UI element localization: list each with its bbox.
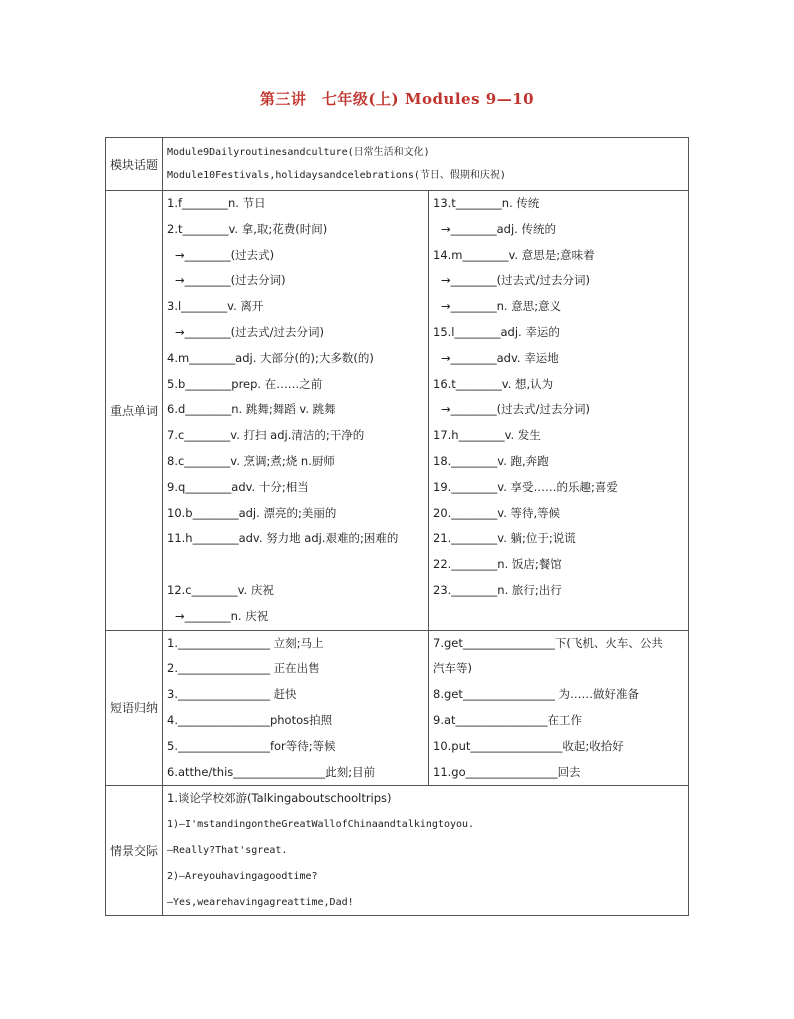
vocab-item: 22.________n. 饭店;餐馆 xyxy=(433,557,562,572)
phrases-left-cell xyxy=(163,630,429,786)
topics-cell xyxy=(163,138,689,191)
vocab-item: 9.q________adv. 十分;相当 xyxy=(167,479,309,494)
phrase-item: 4.________________photos拍照 xyxy=(167,712,333,727)
vocab-item: 3.l________v. 离开 xyxy=(167,299,264,314)
vocab-item: 15.l________adj. 幸运的 xyxy=(433,324,560,339)
vocab-item: 8.c________v. 烹调;煮;烧 n.厨师 xyxy=(167,453,335,468)
vocab-derivative: →________n. 意思;意义 xyxy=(441,299,562,314)
dialogue-line: —Yes,wearehavingagreattime,Dad! xyxy=(167,896,354,908)
phrase-item: 1.________________ 立刻;马上 xyxy=(167,635,324,650)
situations-row xyxy=(106,786,689,916)
vocab-derivative: →________(过去式/过去分词) xyxy=(175,324,324,339)
vocab-item: 6.d________n. 跳舞;舞蹈 v. 跳舞 xyxy=(167,402,336,417)
phrases-right-cell xyxy=(429,630,689,786)
review-table xyxy=(105,137,689,916)
vocab-derivative: →________(过去分词) xyxy=(175,273,286,288)
situations-cell xyxy=(163,786,689,916)
topics-row xyxy=(106,138,689,191)
vocab-item: 13.t________n. 传统 xyxy=(433,196,540,210)
vocab-item: 21.________v. 躺;位于;说谎 xyxy=(433,531,576,546)
phrases-header: 短语归纳 xyxy=(106,630,163,786)
vocab-item: 20.________v. 等待,等候 xyxy=(433,505,561,520)
phrases-row xyxy=(106,630,689,786)
phrase-item: 9.at________________在工作 xyxy=(433,712,583,727)
phrase-item: 5.________________for等待;等候 xyxy=(167,738,336,753)
vocab-derivative: →________(过去式/过去分词) xyxy=(441,402,590,417)
vocab-row xyxy=(106,191,689,631)
dialogue-line: 2)—Areyouhavingagoodtime? xyxy=(167,870,318,882)
vocab-item: 19.________v. 享受……的乐趣;喜爱 xyxy=(433,479,618,494)
vocab-item: 14.m________v. 意思是;意味着 xyxy=(433,247,595,262)
vocab-derivative: →________n. 庆祝 xyxy=(175,608,269,623)
vocab-item: 1.f________n. 节日 xyxy=(167,196,266,210)
topic-module9: Module9Dailyroutinesandculture(日常生活和文化) xyxy=(167,147,430,158)
vocab-item: 16.t________v. 想,认为 xyxy=(433,376,554,391)
phrase-item: 11.go________________回去 xyxy=(433,764,581,779)
vocab-spacer xyxy=(163,552,428,578)
page-title: 第三讲 七年级(上) Modules 9—10 xyxy=(259,90,535,108)
topic-module10: Module10Festivals,holidaysandcelebrations(节日、假期和庆祝) xyxy=(167,170,506,181)
phrase-item: 7.get________________下(飞机、火车、公共 xyxy=(433,635,663,650)
vocab-item: 2.t________v. 拿,取;花费(时间) xyxy=(167,221,328,236)
situation-topic: 1.谈论学校郊游(Talkingaboutschooltrips) xyxy=(167,791,392,806)
vocab-item: 11.h________adv. 努力地 adj.艰难的;困难的 xyxy=(167,531,399,546)
phrase-item: 8.get________________ 为……做好准备 xyxy=(433,687,640,702)
vocab-item: 18.________v. 跑,奔跑 xyxy=(433,453,549,468)
dialogue-line: 1)—I'mstandingontheGreatWallofChinaandtalkingtoyou. xyxy=(167,819,475,831)
vocab-item: 12.c________v. 庆祝 xyxy=(167,582,274,597)
vocab-derivative: →________adj. 传统的 xyxy=(441,221,556,236)
vocab-item: 5.b________prep. 在……之前 xyxy=(167,376,323,391)
phrase-item: 6.atthe/this________________此刻;目前 xyxy=(167,764,376,779)
vocab-derivative: →________adv. 幸运地 xyxy=(441,350,559,365)
vocab-derivative: →________(过去式) xyxy=(175,247,275,262)
vocab-item: 23.________n. 旅行;出行 xyxy=(433,582,562,597)
vocab-right-cell xyxy=(429,191,689,631)
vocab-item: 10.b________adj. 漂亮的;美丽的 xyxy=(167,505,337,520)
situations-header: 情景交际 xyxy=(106,786,163,916)
vocab-left-cell xyxy=(163,191,429,631)
phrase-item: 2.________________ 正在出售 xyxy=(167,661,320,676)
phrase-item: 10.put________________收起;收拾好 xyxy=(433,738,624,753)
vocab-derivative: →________(过去式/过去分词) xyxy=(441,273,590,288)
vocab-item: 7.c________v. 打扫 adj.清洁的;干净的 xyxy=(167,428,365,443)
vocab-item: 4.m________adj. 大部分(的);大多数(的) xyxy=(167,350,374,365)
vocab-item: 17.h________v. 发生 xyxy=(433,428,541,443)
phrase-item: 3.________________ 赶快 xyxy=(167,687,297,702)
dialogue-line: —Really?That'sgreat. xyxy=(167,844,288,856)
topics-header: 模块话题 xyxy=(106,138,163,191)
vocab-header: 重点单词 xyxy=(106,191,163,631)
phrase-item-continued: 汽车等) xyxy=(433,661,472,676)
